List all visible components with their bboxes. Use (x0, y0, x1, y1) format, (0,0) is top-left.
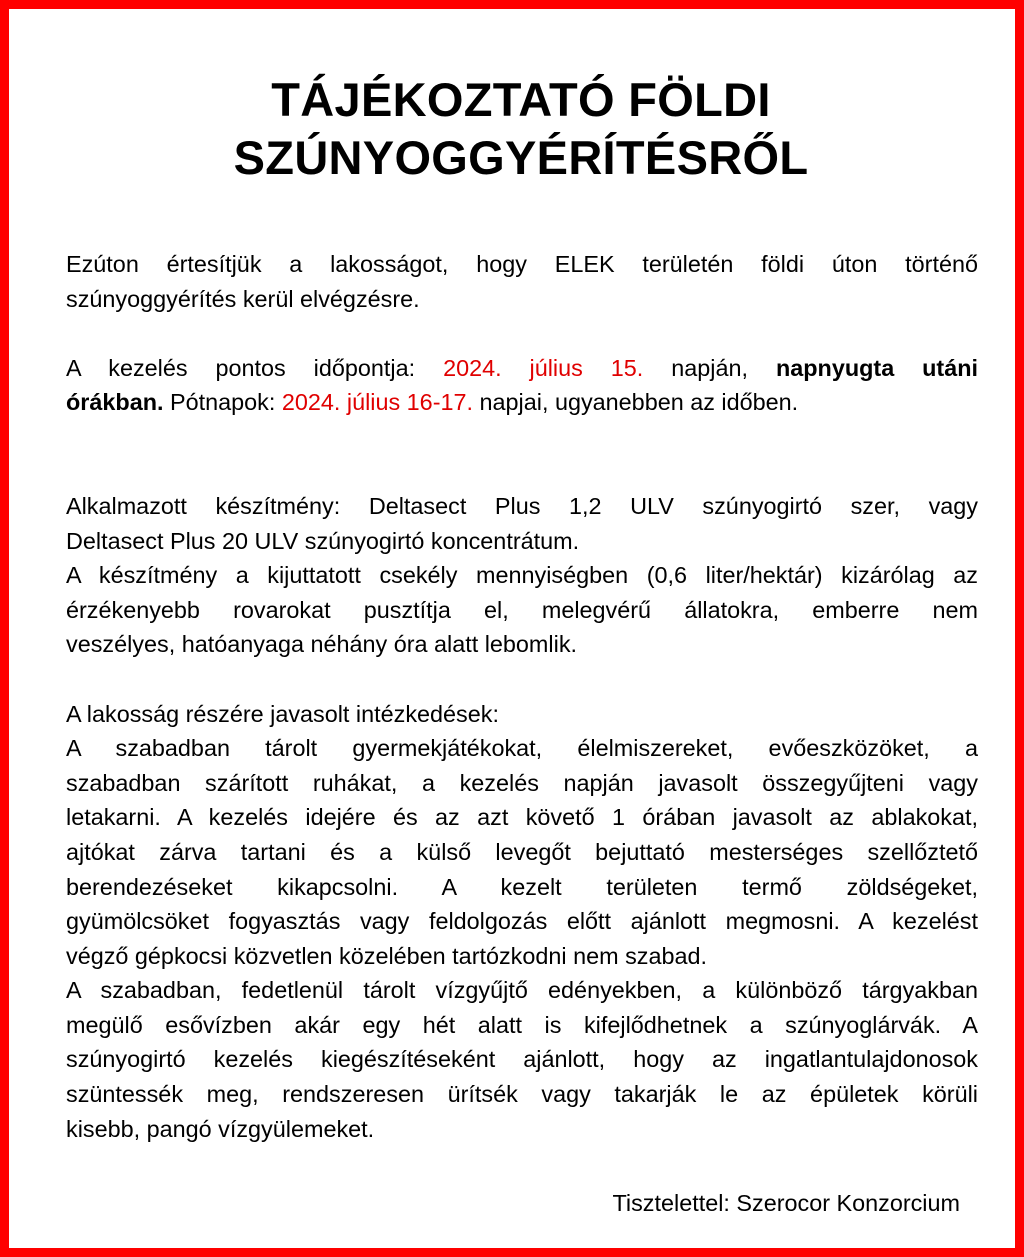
product-line: Deltasect Plus 20 ULV szúnyogirtó koncentrátum. (66, 527, 580, 554)
product-paragraph (66, 489, 978, 662)
backup-label: Pótnapok: (170, 389, 276, 416)
product-line: Alkalmazott készítmény: Deltasect Plus 1,2 ULV szúnyogirtó szer, vagy (66, 492, 978, 519)
schedule-suffix: napjai, ugyanebben az időben. (479, 389, 799, 416)
intro-paragraph (66, 247, 978, 316)
backup-dates: 2024. július 16-17. (281, 389, 474, 416)
measures-line: berendezéseket kikapcsolni. A kezelt területen termő zöldségeket, (66, 873, 978, 900)
measures-line: letakarni. A kezelés idejére és az azt követő 1 órában javasolt az ablakokat, (66, 804, 978, 831)
schedule-prefix: A kezelés pontos időpontja: (66, 354, 416, 381)
measures-line: A szabadban tárolt gyermekjátékokat, élelmiszereket, evőeszközöket, a (66, 735, 978, 762)
intro-line: Ezúton értesítjük a lakosságot, hogy ELEK területén földi úton történő (66, 251, 978, 277)
title-line-1: TÁJÉKOZTATÓ FÖLDI (271, 73, 771, 126)
measures-line: végző gépkocsi közvetlen közelében tartózkodni nem szabad. (66, 942, 708, 969)
schedule-line-1 (66, 351, 978, 386)
schedule-paragraph (66, 351, 978, 420)
product-line: A készítmény a kijuttatott csekély mennyiségben (0,6 liter/hektár) kizárólag az (66, 562, 978, 589)
signature: Tisztelettel: Szerocor Konzorcium (612, 1190, 960, 1216)
measures-paragraph (66, 697, 978, 1147)
measures-line: szabadban szárított ruhákat, a kezelés napján javasolt összegyűjteni vagy (66, 769, 978, 796)
measures-line: megülő esővízben akár egy hét alatt is kifejlődhetnek a szúnyoglárvák. A (66, 1011, 978, 1038)
measures-line: szúnyogirtó kezelés kiegészítéseként ajánlott, hogy az ingatlantulajdonosok (66, 1046, 978, 1073)
measures-line: kisebb, pangó vízgyülemeket. (66, 1115, 375, 1142)
intro-line: szúnyoggyérítés kerül elvégzésre. (66, 285, 420, 312)
treatment-time: napnyugta utáni (775, 354, 979, 381)
treatment-time-cont: órákban. (66, 389, 164, 416)
measures-line: A szabadban, fedetlenül tárolt vízgyűjtő edényekben, a különböző tárgyakban (66, 977, 978, 1004)
notice-body (66, 247, 978, 1146)
product-line: veszélyes, hatóanyaga néhány óra alatt lebomlik. (66, 631, 578, 658)
measures-line: gyümölcsöket fogyasztás vagy feldolgozás előtt ajánlott megmosni. A kezelést (66, 908, 978, 935)
title-line-2: SZÚNYOGGYÉRÍTÉSRŐL (233, 131, 809, 184)
schedule-line-2 (66, 385, 978, 420)
product-line: érzékenyebb rovarokat pusztítja el, melegvérű állatokra, emberre nem (66, 596, 978, 623)
measures-heading: A lakosság részére javasolt intézkedések: (66, 700, 499, 727)
measures-line: szüntessék meg, rendszeresen ürítsék vagy takarják le az épületek körüli (66, 1081, 978, 1108)
page-title (49, 71, 993, 187)
schedule-middle: napján, (671, 354, 748, 381)
measures-line: ajtókat zárva tartani és a külső levegőt bejuttató mesterséges szellőztető (66, 838, 978, 865)
treatment-date: 2024. július 15. (443, 354, 644, 381)
